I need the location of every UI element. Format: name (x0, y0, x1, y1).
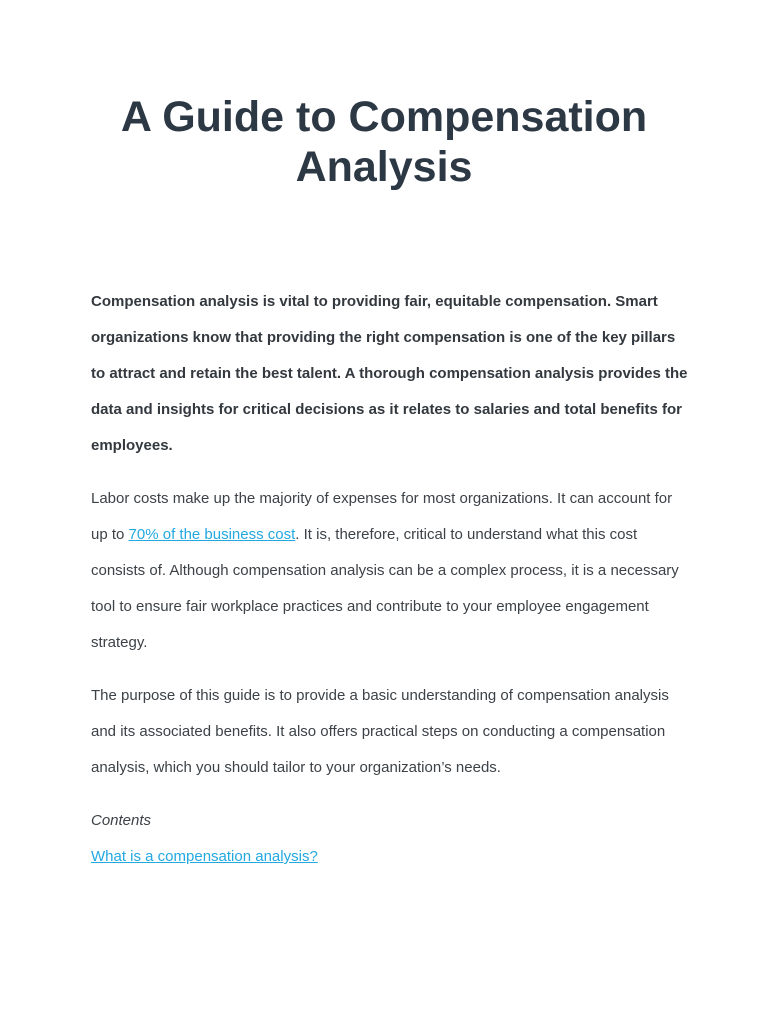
labor-costs-text-after: . It is, therefore, critical to understand what this cost consists of. Although compensation analysis can be a complex process, it is a necessary tool to ensure fair workplace practices and contribute to your employee engagement strategy. (91, 526, 679, 651)
business-cost-link[interactable]: 70% of the business cost (128, 526, 296, 543)
intro-paragraph: Compensation analysis is vital to providing fair, equitable compensation. Smart organizations know that providing the right compensation is one of the key pillars to attract and retain the best talent. A thorough compensation analysis provides the data and insights for critical decisions as it relates to salaries and total benefits for employees. (91, 293, 688, 454)
contents-heading: Contents (91, 812, 152, 829)
purpose-paragraph: The purpose of this guide is to provide a basic understanding of compensation analysis and its associated benefits. It also offers practical steps on conducting a compensation analysis, which you should tailor to your organization’s needs. (91, 687, 669, 776)
labor-costs-text-before: Labor costs make up the majority of expenses for most organizations. It can account for up to (91, 490, 673, 543)
document-title: A Guide to Compensation Analysis (120, 93, 648, 191)
toc-list (91, 839, 691, 875)
labor-costs-paragraph (91, 481, 691, 661)
toc-link-what-is-compensation-analysis[interactable]: What is a compensation analysis? (91, 848, 318, 865)
